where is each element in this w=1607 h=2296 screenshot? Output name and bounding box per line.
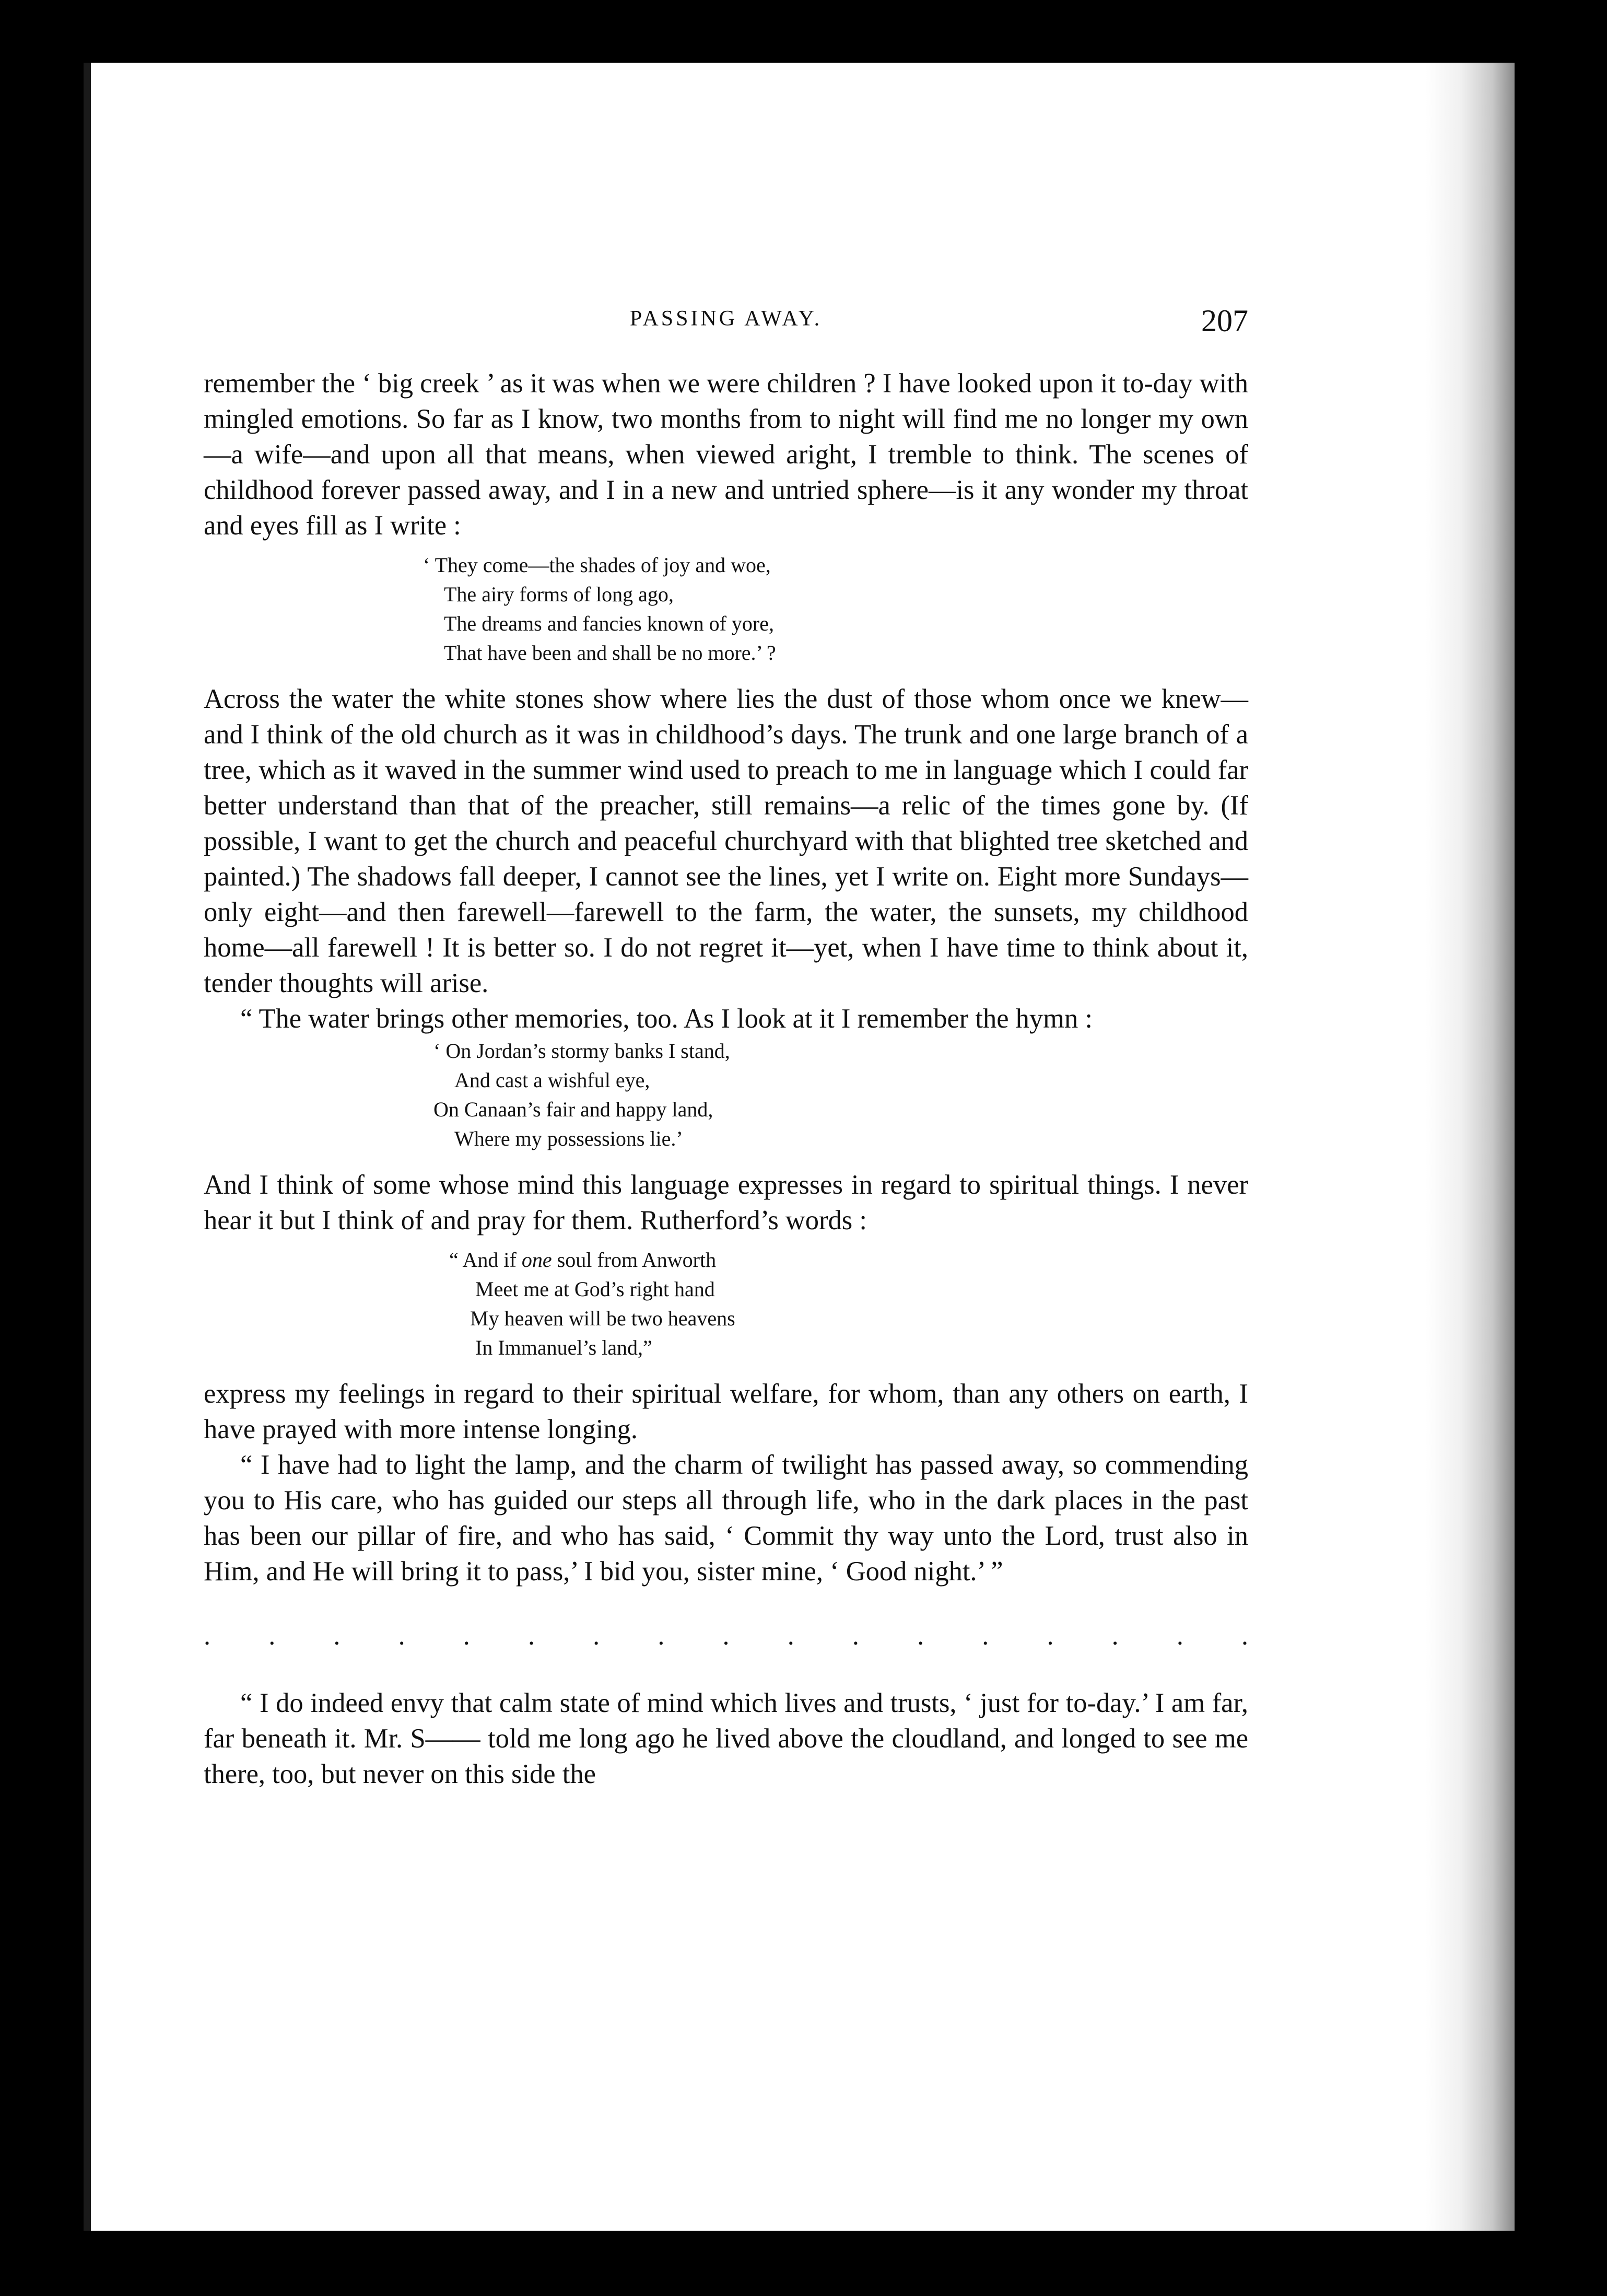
- paragraph-light-the-lamp: “ I have had to light the lamp, and the charm of twilight has passed away, so commending you to His care, who has guided our steps all through life, who in the dark places in the past has been our pillar of fire, and who has said, ‘ Commit thy way unto the Lord, trust also in Him, and He will bring it to pass,’ I bid you, sister mine, ‘ Good night.’ ”: [204, 1450, 1248, 1587]
- separator-dot: .: [852, 1621, 859, 1651]
- separator-dot: .: [658, 1621, 665, 1651]
- paragraph-water-memories: “ The water brings other memories, too. As I look at it I remember the hymn :: [240, 1004, 1093, 1034]
- separator-dot: .: [398, 1621, 405, 1651]
- separator-dot: .: [463, 1621, 470, 1651]
- verse-line: The airy forms of long ago,: [444, 582, 674, 606]
- verse-line: [449, 1245, 1248, 1275]
- verse-text: soul from Anworth: [552, 1248, 717, 1272]
- verse-line: And cast a wishful eye,: [454, 1068, 650, 1092]
- paragraph-remember: remember the ‘ big creek ’ as it was when we were children ? I have looked upon it to-day with mingled emotions. So far as I know, two months from to night will find me no longer my own—a wife—and upon all that means, when viewed aright, I tremble to think. The scenes of childhood forever passed away, and I in a new and untried sphere—is it any wonder my throat and eyes fill as I write :: [204, 368, 1248, 541]
- separator-dot: .: [1047, 1621, 1054, 1651]
- verse-line: Where my possessions lie.’: [454, 1127, 683, 1150]
- running-head: [204, 303, 1248, 350]
- paragraph-across-the-water: Across the water the white stones show where lies the dust of those whom once we knew—and I think of the old church as it was in childhood’s days. The trunk and one large branch of a tree, which as it waved in the summer wind used to preach to me in language which I could far better understand than that of the preacher, still remains—a relic of the times gone by. (If possible, I want to get the church and peaceful churchyard with that blighted tree sketched and painted.) The shadows fall deeper, I cannot see the lines, yet I write on. Eight more Sundays—only eight—and then farewell—farewell to the farm, the water, the sunsets, my childhood home—all farewell ! It is better so. I do not regret it—yet, when I have time to think about it, tender thoughts will arise.: [204, 684, 1248, 998]
- verse-line: In Immanuel’s land,”: [475, 1336, 652, 1359]
- verse-line: My heaven will be two heavens: [470, 1307, 735, 1330]
- verse-jordan: [204, 1036, 1248, 1153]
- running-title: PASSING AWAY.: [629, 307, 823, 331]
- body-text: [204, 366, 1248, 1792]
- separator-dot: .: [917, 1621, 924, 1651]
- verse-line: That have been and shall be no more.’ ?: [444, 641, 776, 665]
- page-left-edge: [84, 63, 91, 2231]
- verse-emphasis: one: [521, 1248, 552, 1272]
- separator-dot: .: [1241, 1621, 1248, 1651]
- verse-line: ‘ On Jordan’s stormy banks I stand,: [433, 1039, 730, 1063]
- separator-dot: .: [527, 1621, 535, 1651]
- verse-line: On Canaan’s fair and happy land,: [433, 1098, 713, 1121]
- separator-dot: .: [593, 1621, 600, 1651]
- separator-dot: .: [722, 1621, 730, 1651]
- verse-anworth: [204, 1245, 1248, 1362]
- separator-dot: .: [204, 1621, 210, 1651]
- separator-dot: .: [268, 1621, 276, 1651]
- verse-line: ‘ They come—the shades of joy and woe,: [423, 553, 771, 577]
- separator-dot: .: [787, 1621, 794, 1651]
- paragraph-calm-state: “ I do indeed envy that calm state of mind which lives and trusts, ‘ just for to-day.’ I am far, far beneath it. Mr. S—— told me long ago he lived above the cloudland, and longed to see me there, too, but never on this side the: [204, 1688, 1248, 1789]
- paragraph-express-feelings: express my feelings in regard to their spiritual welfare, for whom, than any others on earth, I have prayed with more intense longing.: [204, 1379, 1248, 1444]
- spine-shadow: [1426, 63, 1515, 2231]
- verse-line: Meet me at God’s right hand: [475, 1277, 715, 1301]
- section-separator: [204, 1618, 1248, 1654]
- separator-dot: .: [982, 1621, 989, 1651]
- page-number: 207: [1201, 304, 1248, 338]
- separator-dot: .: [1111, 1621, 1119, 1651]
- separator-dot: .: [1176, 1621, 1183, 1651]
- paragraph-spiritual-things: And I think of some whose mind this language expresses in regard to spiritual things. I never hear it but I think of and pray for them. Rutherford’s words :: [204, 1170, 1248, 1236]
- verse-shades: [204, 551, 1248, 668]
- verse-text: “ And if: [449, 1248, 522, 1272]
- verse-line: The dreams and fancies known of yore,: [444, 612, 774, 635]
- separator-dot: .: [333, 1621, 341, 1651]
